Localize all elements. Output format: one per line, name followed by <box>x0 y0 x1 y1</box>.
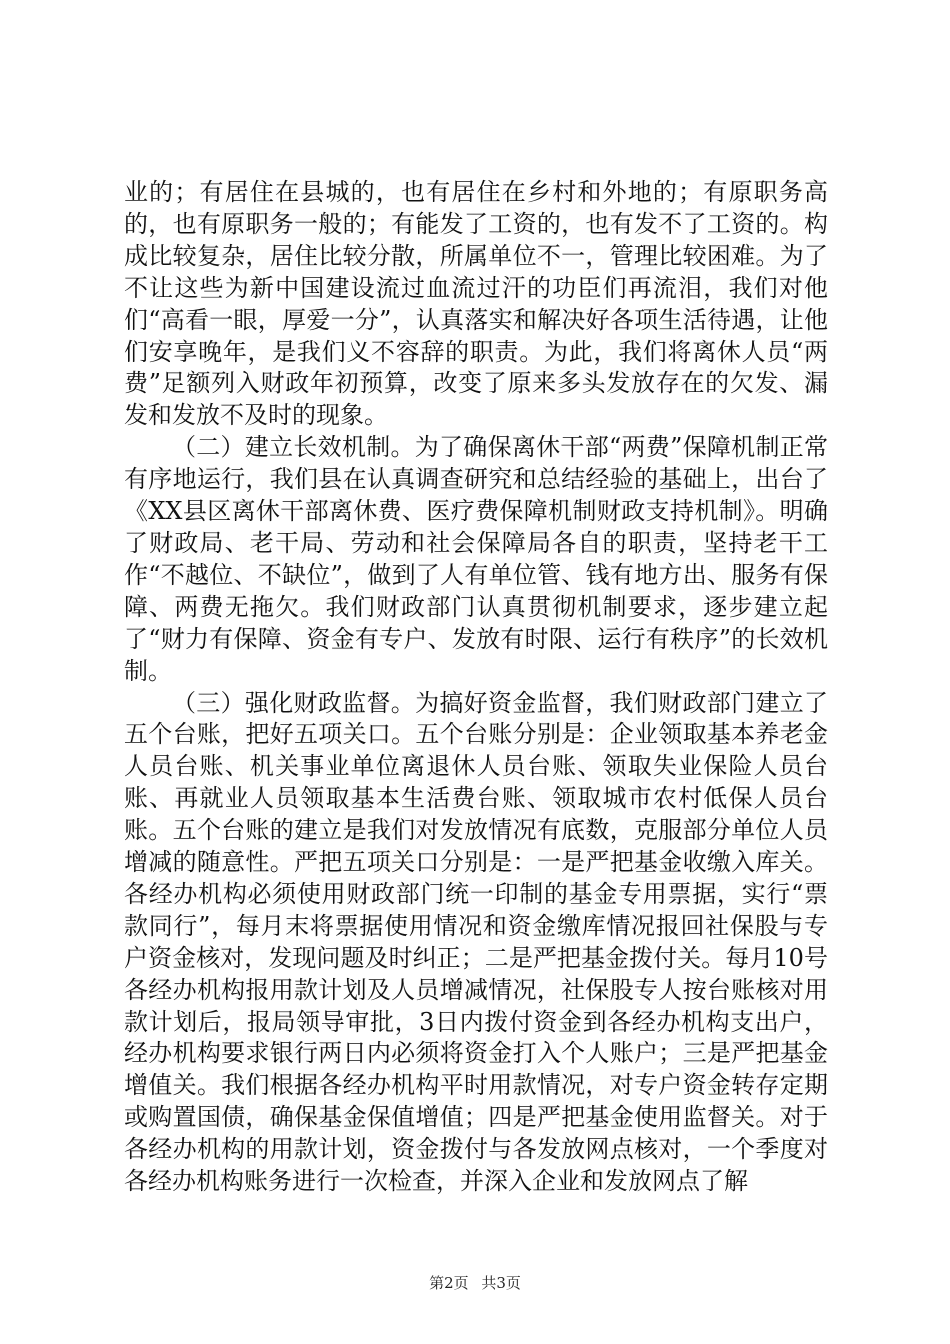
total-pages: 共3页 <box>481 1274 521 1292</box>
paragraph-3: （三）强化财政监督。为搞好资金监督，我们财政部门建立了五个台账，把好五项关口。五个台账分别是：企业领取基本养老金人员台账、机关事业单位离退休人员台账、领取失业保险人员台账、再就业人员领取基本生活费台账、领取城市农村低保人员台账。五个台账的建立是我们对发放情况有底数，克服部分单位人员增减的随意性。严把五项关口分别是：一是严把基金收缴入库关。各经办机构必须使用财政部门统一印制的基金专用票据，实行“票款同行”，每月末将票据使用情况和资金缴库情况报回社保股与专户资金核对，发现问题及时纠正；二是严把基金拨付关。每月10号各经办机构报用款计划及人员增减情况，社保股专人按台账核对用款计划后，报局领导审批，3日内拨付资金到各经办机构支出户，经办机构要求银行两日内必须将资金打入个人账户；三是严把基金增值关。我们根据各经办机构平时用款情况，对专户资金转存定期或购置国债，确保基金保值增值；四是严把基金使用监督关。对于各经办机构的用款计划，资金拨付与各发放网点核对，一个季度对各经办机构账务进行一次检查，并深入企业和发放网点了解 <box>124 688 828 1196</box>
document-body <box>124 177 828 1198</box>
paragraph-2: （二）建立长效机制。为了确保离休干部“两费”保障机制正常有序地运行，我们县在认真调查研究和总结经验的基础上，出台了《XX县区离休干部离休费、医疗费保障机制财政支持机制》。明确了财政局、老干局、劳动和社会保障局各自的职责，坚持老干工作“不越位、不缺位”，做到了人有单位管、钱有地方出、服务有保障、两费无拖欠。我们财政部门认真贯彻机制要求，逐步建立起了“财力有保障、资金有专户、发放有时限、运行有秩序”的长效机制。 <box>124 433 828 685</box>
page-number: 第2页 <box>429 1274 469 1292</box>
paragraph-1: 业的；有居住在县城的，也有居住在乡村和外地的；有原职务高的，也有原职务一般的；有能发了工资的，也有发不了工资的。构成比较复杂，居住比较分散，所属单位不一，管理比较困难。为了不让这些为新中国建设流过血流过汗的功臣们再流泪，我们对他们“高看一眼，厚爱一分”，认真落实和解决好各项生活待遇，让他们安享晚年，是我们义不容辞的职责。为此，我们将离休人员“两费”足额列入财政年初预算，改变了原来多头发放存在的欠发、漏发和发放不及时的现象。 <box>124 178 828 430</box>
page-footer <box>0 1272 950 1293</box>
